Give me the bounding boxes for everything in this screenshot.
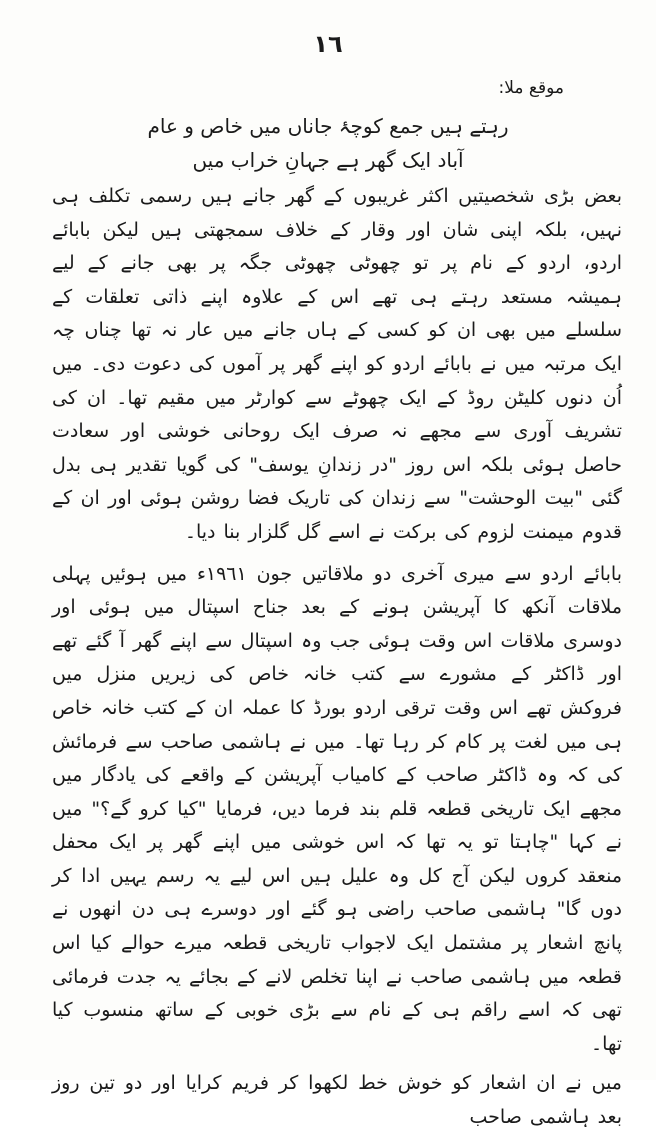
page-number: ١٦ [313,30,343,58]
paragraph-1: بعض بڑی شخصیتیں اکثر غریبوں کے گھر جانے ہیں رسمی تکلف ہی نہیں، بلکہ اپنی شان اور وقار کے خلاف سمجھتی ہیں لیکن بابائے اردو، اردو کے نام پر تو چھوٹی چھوٹی جگہ پر بھی جانے کے لیے ہمیشہ مستعد رہتے ہی تھے اس کے علاوہ اپنے ذاتی تعلقات کے سلسلے میں بھی ان کو کسی کے ہاں جانے میں عار نہ تھا چناں چہ ایک مرتبہ میں نے بابائے اردو کو اپنے گھر پر آموں کی دعوت دی۔ میں اُن دنوں کلیٹن روڈ کے ایک چھوٹے سے کوارٹر میں مقیم تھا۔ ان کی تشریف آوری سے مجھے نہ صرف ایک روحانی خوشی اور سعادت حاصل ہوئی بلکہ اس روز "در زندانِ یوسف" کی گویا تقدیر ہی بدل گئی "بیت الوحشت" سے زندان کی تاریک فضا روشن ہوئی اور ان کے قدوم میمنت لزوم کی برکت نے اسے گل گلزار بنا دیا۔ [52,185,622,543]
section-label: موقع ملا: [498,78,564,98]
couplet-line-1: رہتے ہیں جمع کوچۂ جاناں میں خاص و عام [147,114,509,138]
paragraph-2: بابائے اردو سے میری آخری دو ملاقاتیں جون ١٩٦١ء میں ہوئیں پہلی ملاقات آنکھ کا آپریشن ہونے کے بعد جناح اسپتال میں ہوئی اور دوسری ملاقات اس وقت ہوئی جب وہ اسپتال سے اپنے گھر آ گئے تھے اور ڈاکٹر کے مشورے سے کتب خانہ خاص کی زیریں منزل میں فروکش تھے اس وقت ترقی اردو بورڈ کا عملہ ان کے کتب خانہ خاص ہی میں لغت پر کام کر رہا تھا۔ میں نے ہاشمی صاحب سے فرمائش کی کہ وہ ڈاکٹر صاحب کے کامیاب آپریشن کے واقعے کی یادگار میں مجھے ایک تاریخی قطعہ قلم بند فرما دیں، فرمایا "کیا کرو گے؟" میں نے کہا "چاہتا تو یہ تھا کہ اس خوشی میں اپنے گھر پر ایک محفل منعقد کروں لیکن آج کل وہ علیل ہیں اس لیے یہ رسم یہیں ادا کر دوں گا" ہاشمی صاحب راضی ہو گئے اور دوسرے ہی دن انھوں نے پانچ اشعار پر مشتمل ایک لاجواب تاریخی قطعہ میرے حوالے کیا اس قطعہ میں ہاشمی صاحب نے اپنا تخلص لانے کے بجائے یہ جدت فرمائی تھی کہ اسے راقم ہی کے نام سے بڑی خوبی کے ساتھ منسوب کیا تھا۔ [52,562,622,1055]
couplet-line-2: آباد ایک گھر ہے جہانِ خراب میں [192,148,464,172]
paragraph-3: میں نے ان اشعار کو خوش خط لکھوا کر فریم کرایا اور دو تین روز بعد ہاشمی صاحب [52,1072,622,1129]
body-text [52,180,622,1135]
